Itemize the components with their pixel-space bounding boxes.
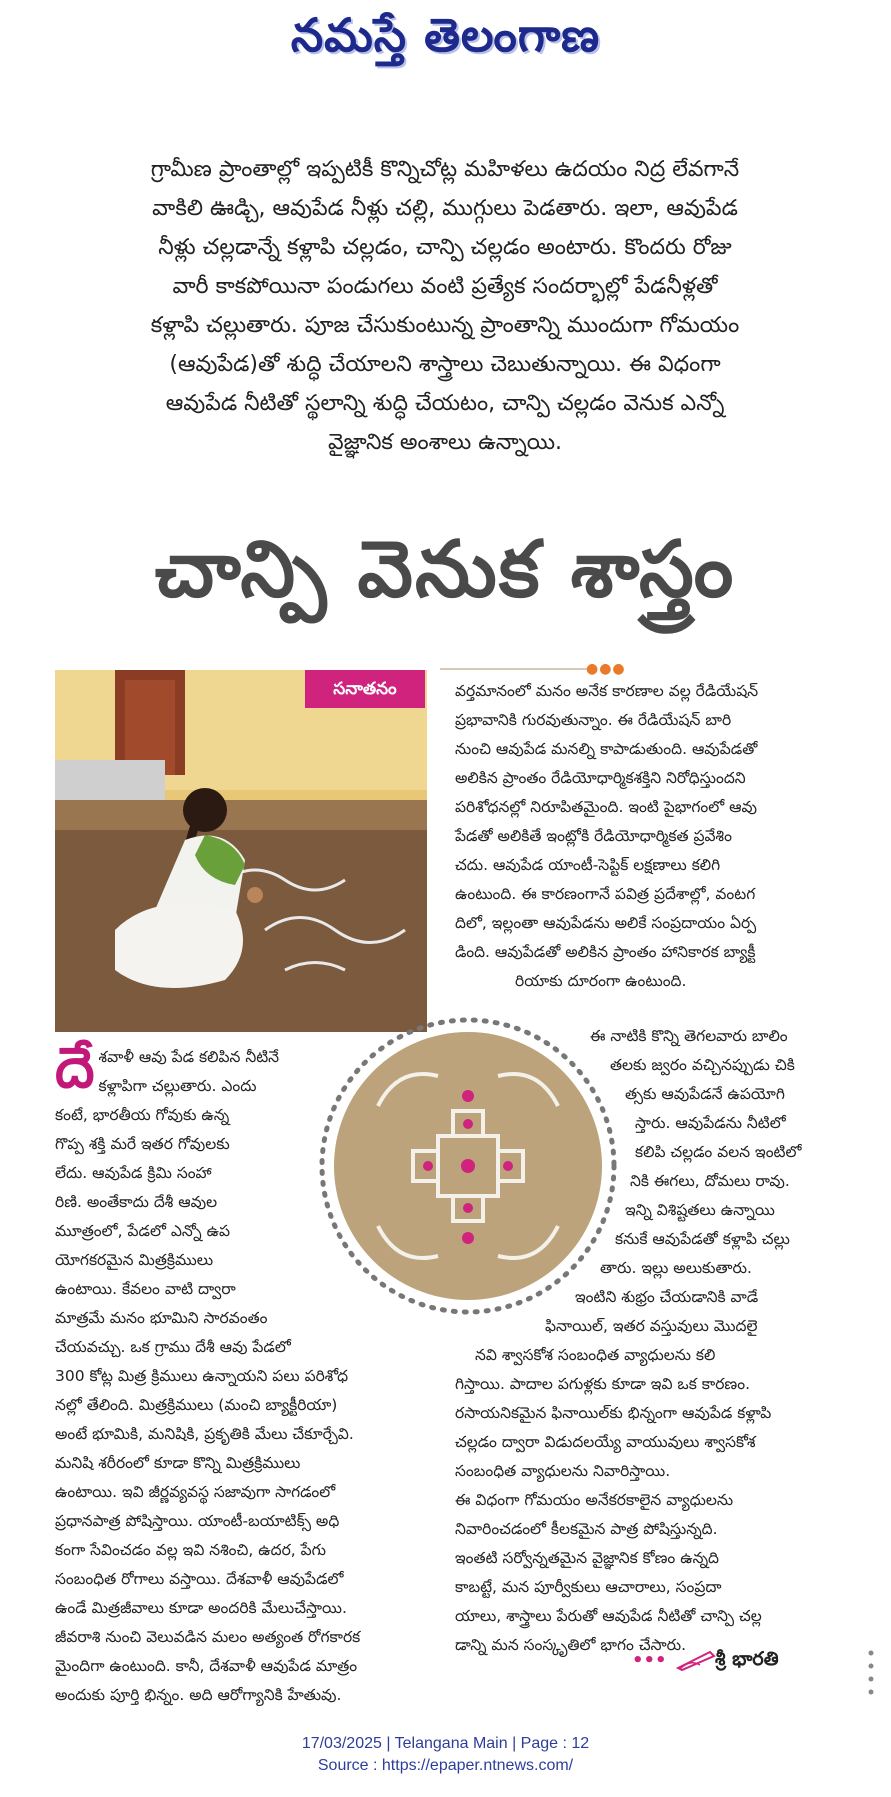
- text-line: త్సకు ఆవుపేడనే ఉపయోగి: [625, 1085, 785, 1103]
- text-line: డాన్ని మన సంస్కృతిలో భాగం చేసారు.: [455, 1636, 687, 1654]
- footer-date-page: 17/03/2025 | Telangana Main | Page : 12: [301, 1735, 590, 1752]
- text-line: జీవరాశి నుంచి వెలువడిన మలం అత్యంత రోగకారక: [55, 1628, 361, 1646]
- text-line: యాలు, శాస్త్రాలు పేరుతో ఆవుపేడ నీటితో చాన్పి చల్ల: [455, 1607, 762, 1625]
- intro-line: కళ్లాపి చల్లుతారు. పూజ చేసుకుంటున్న ప్రాంతాన్ని ముందుగా గోమయం: [150, 313, 740, 338]
- text-line: నవి శ్వాసకోశ సంబంధిత వ్యాధులను కలి: [475, 1346, 716, 1364]
- text-line: ఈ విధంగా గోమయం అనేకరకాలైన వ్యాధులను: [455, 1491, 734, 1509]
- intro-line: వైజ్ఞానిక అంశాలు ఉన్నాయి.: [327, 430, 562, 455]
- text-line: ఉంటుంది. ఈ కారణంగానే పవిత్ర ప్రదేశాల్లో, వంటగ: [455, 885, 756, 903]
- text-line: సంబంధిత రోగాలు వస్తాయి. దేశవాళీ ఆవుపేడలో: [55, 1570, 344, 1588]
- signature-dots: •••: [632, 1650, 667, 1671]
- decorative-dots: ●●●: [586, 661, 626, 677]
- footer-source[interactable]: Source : https://epaper.ntnews.com/: [317, 1757, 574, 1774]
- intro-line: నీళ్లు చల్లడాన్నే కళ్లాపి చల్లడం, చాన్పి చల్లడం అంటారు. కొందరు రోజు: [158, 235, 732, 260]
- intro-line: (ఆవుపేడ)తో శుద్ధి చేయాలని శాస్త్రాలు చెబుతున్నాయి. ఈ విధంగా: [169, 352, 721, 377]
- article-headline: చాన్పి వెనుక శాస్త్రం: [154, 525, 736, 615]
- text-line: ఉండే మిత్రజీవాలు కూడా అందరికి మేలుచేస్తాయి.: [55, 1599, 347, 1617]
- intro-line: వాకిలి ఊడ్చి, ఆవుపేడ నీళ్లు చల్లి, ముగ్గులు పెడతారు. ఇలా, ఆవుపేడ: [152, 196, 738, 221]
- text-line: కంగా సేవించడం వల్ల ఇవి నశించి, ఉదర, పేగు: [55, 1541, 327, 1559]
- text-line: ఈ నాటికి కొన్ని తెగలవారు బాలిం: [590, 1027, 788, 1045]
- right-column-bottom: [455, 1022, 855, 1660]
- text-line: శవాళీ ఆవు పేడ కలిపిన నీటినే: [98, 1048, 280, 1066]
- text-line: డింది. ఆవుపేడతో అలికిన ప్రాంతం హానికారక బ్యాక్టీ: [455, 943, 756, 961]
- text-line: అందుకు పూర్తి భిన్నం. అది ఆరోగ్యానికి హేతువు.: [55, 1686, 342, 1704]
- photo-woman-drawing-kolam: [55, 670, 427, 1032]
- text-line: ఫినాయిల్, ఇతర వస్తువులు మొదలై: [545, 1317, 758, 1335]
- text-line: నల్లో తేలింది. మిత్రక్రిములు (మంచి బ్యాక్టీరియా): [55, 1396, 338, 1414]
- text-line: పేడతో అలికితే ఇంట్లోకి రేడియోధార్మికత ప్రవేశిం: [455, 827, 732, 845]
- pen-icon: [676, 1648, 716, 1672]
- text-line: కంటే, భారతీయ గోవుకు ఉన్న: [55, 1106, 230, 1124]
- text-line: ఇన్ని విశిష్టతలు ఉన్నాయి: [625, 1201, 775, 1219]
- right-column-top: [455, 677, 850, 996]
- text-line: రిణి. అంతేకాదు దేశీ ఆవుల: [55, 1193, 218, 1211]
- text-line: చేయవచ్చు. ఒక గ్రాము దేశీ ఆవు పేడలో: [55, 1338, 291, 1356]
- text-line: మనిషి శరీరంలో కూడా కొన్ని మిత్రక్రిములు: [55, 1454, 301, 1472]
- text-line: కలిపి చల్లడం వలన ఇంటిలో: [635, 1143, 802, 1161]
- text-line: సంబంధిత వ్యాధులను నివారిస్తాయి.: [455, 1462, 671, 1480]
- text-line: యోగకరమైన మిత్రక్రిములు: [55, 1251, 214, 1269]
- text-line: అలికిన ప్రాంతం రేడియోధార్మికశక్తిని నిరోధిస్తుందని: [455, 769, 746, 787]
- text-line: నుంచి ఆవుపేడ మనల్ని కాపాడుతుంది. ఆవుపేడతో: [455, 740, 758, 758]
- text-line: నికి ఈగలు, దోమలు రావు.: [630, 1172, 790, 1190]
- text-line: రసాయనికమైన ఫినాయిల్‌కు భిన్నంగా ఆవుపేడ కళ్లాపి: [455, 1404, 772, 1422]
- section-tag: సనాతనం: [305, 670, 425, 708]
- text-line: తారు. ఇల్లు అలుకుతారు.: [600, 1259, 752, 1277]
- text-line: గొప్ప శక్తి మరే ఇతర గోవులకు: [55, 1135, 230, 1153]
- text-line: ఇంతటి సర్వోన్నతమైన వైజ్ఞానిక కోణం ఉన్నది: [455, 1549, 720, 1567]
- intro-paragraph: [50, 150, 840, 462]
- text-line: మాత్రమే మనం భూమిని సారవంతం: [55, 1309, 268, 1327]
- text-line: అంటే భూమికి, మనిషికి, ప్రకృతికి మేలు చేకూర్చేవి.: [55, 1425, 354, 1443]
- text-line: నివారించడంలో కీలకమైన పాత్ర పోషిస్తున్నది.: [455, 1520, 718, 1538]
- text-line: ప్రధానపాత్ర పోషిస్తాయి. యాంటీ-బయాటిక్స్ అధి: [55, 1512, 340, 1530]
- text-line: గిస్తాయి. పాదాల పగుళ్లకు కూడా ఇవి ఒక కారణం.: [455, 1375, 750, 1393]
- text-line: చల్లడం ద్వారా విడుదలయ్యే వాయువులు శ్వాసకోశ: [455, 1433, 756, 1451]
- text-line: పరిశోధనల్లో నిరూపితమైంది. ఇంటి పైభాగంలో ఆవు: [455, 798, 758, 816]
- dropcap: దే: [55, 1036, 95, 1101]
- text-line: చదు. ఆవుపేడ యాంటీ-సెప్టిక్ లక్షణాలు కలిగి: [455, 856, 721, 874]
- intro-line: వారీ కాకపోయినా పండుగలు వంటి ప్రత్యేక సందర్భాల్లో పేడనీళ్లతో: [172, 274, 718, 299]
- text-line: కాబట్టే, మన పూర్వీకులు ఆచారాలు, సంప్రదా: [455, 1578, 722, 1596]
- intro-line: గ్రామీణ ప్రాంతాల్లో ఇప్పటికీ కొన్నిచోట్ల మహిళలు ఉదయం నిద్ర లేవగానే: [150, 157, 740, 182]
- text-line: కనుకే ఆవుపేడతో కళ్లాపి చల్లు: [615, 1230, 790, 1248]
- left-column-body: [55, 1036, 385, 1710]
- text-line: ఇంటిని శుభ్రం చేయడానికి వాడే: [575, 1288, 759, 1306]
- text-line: మూత్రంలో, పేడలో ఎన్నో ఉప: [55, 1222, 230, 1240]
- divider: [440, 668, 590, 670]
- text-line: ఉంటాయి. ఇవి జీర్ణవ్యవస్థ సజావుగా సాగడంలో: [55, 1483, 336, 1501]
- photo-illustration: [55, 670, 427, 1032]
- text-line: స్తారు. ఆవుపేడను నీటిలో: [635, 1114, 786, 1132]
- text-line: దిలో, ఇల్లంతా ఆవుపేడను అలికే సంప్రదాయం ఏర్ప: [455, 914, 757, 932]
- intro-line: ఆవుపేడ నీటితో స్థలాన్ని శుద్ధి చేయటం, చాన్పి చల్లడం వెనుక ఎన్నో: [165, 391, 725, 416]
- text-line: మైందిగా ఉంటుంది. కానీ, దేశవాళీ ఆవుపేడ మాత్రం: [55, 1657, 358, 1675]
- text-line: లేదు. ఆవుపేడ క్రిమి సంహా: [55, 1164, 212, 1182]
- text-line: 300 కోట్ల మిత్ర క్రిములు ఉన్నాయని పలు పరిశోధ: [55, 1367, 349, 1385]
- text-line: రియాకు దూరంగా ఉంటుంది.: [515, 972, 687, 990]
- text-line: ప్రభావానికి గురవుతున్నాం. ఈ రేడియేషన్ బారి: [455, 711, 732, 729]
- masthead-logo: నమస్తే తెలంగాణ: [290, 8, 601, 62]
- text-line: కళ్లాపిగా చల్లుతారు. ఎందు: [98, 1077, 257, 1095]
- margin-dots: [868, 1648, 874, 1708]
- text-line: ఉంటాయి. కేవలం వాటి ద్వారా: [55, 1280, 236, 1298]
- author-name: శ్రీ భారతి: [715, 1648, 779, 1670]
- text-line: వర్తమానంలో మనం అనేక కారణాల వల్ల రేడియేషన్: [455, 682, 759, 700]
- text-line: తలకు జ్వరం వచ్చినప్పుడు చికి: [610, 1056, 795, 1074]
